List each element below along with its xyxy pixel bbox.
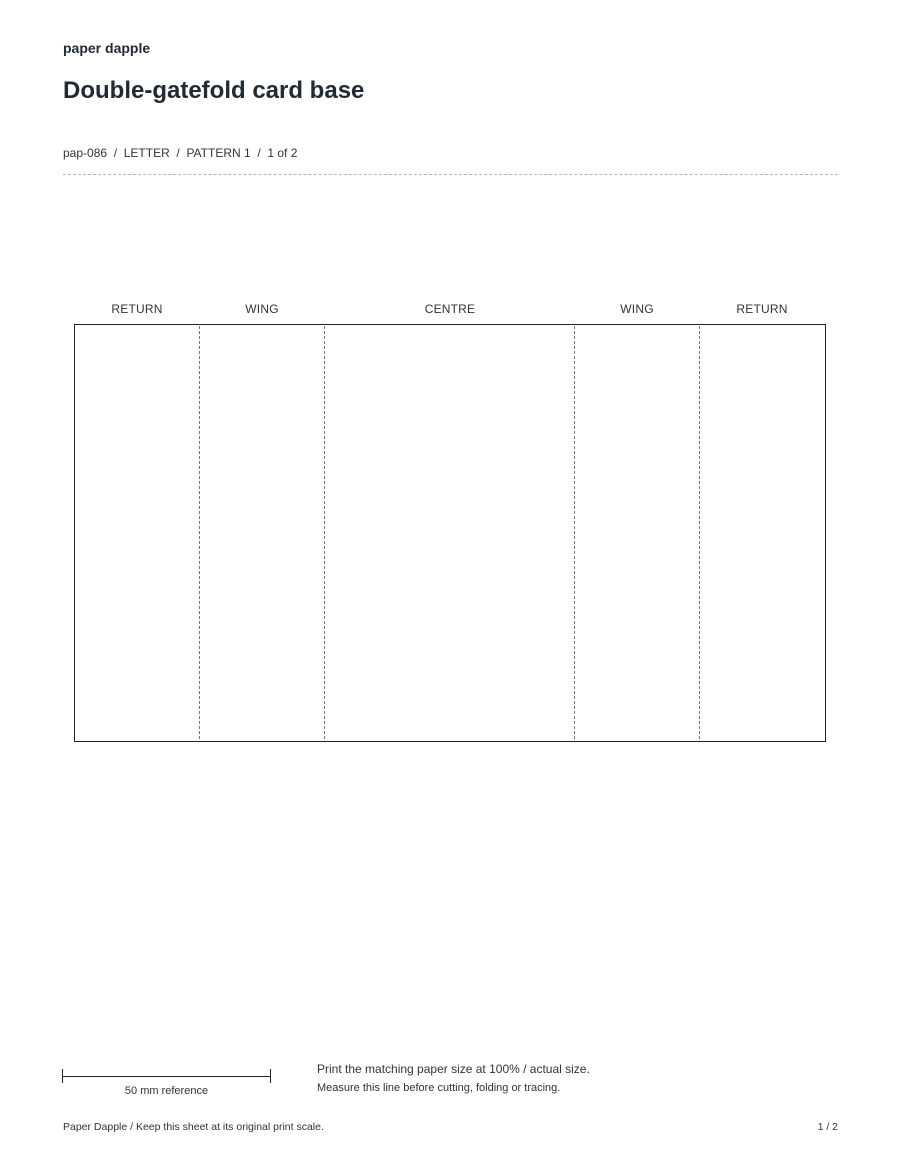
panel-label-wing-right: WING: [620, 302, 654, 316]
fold-line: [199, 326, 200, 739]
scale-tick-left: [62, 1069, 63, 1083]
scale-caption: 50 mm reference: [124, 1085, 209, 1097]
scale-tick-right: [270, 1069, 271, 1083]
fold-line: [699, 326, 700, 739]
sheet-count: 1 of 2: [267, 146, 298, 160]
footer-note: Paper Dapple / Keep this sheet at its original print scale.: [63, 1121, 324, 1133]
scale-line: [62, 1076, 271, 1077]
brand-name: paper dapple: [63, 40, 151, 56]
print-instruction: Print the matching paper size at 100% / actual size.: [317, 1062, 590, 1076]
page-title: Double-gatefold card base: [63, 77, 365, 104]
pattern-number: PATTERN 1: [186, 146, 251, 160]
fold-line: [324, 326, 325, 739]
panel-label-return-left: RETURN: [111, 302, 163, 316]
header-divider: [63, 174, 838, 175]
breadcrumb: [63, 146, 297, 160]
panel-label-centre: CENTRE: [424, 302, 476, 316]
pattern-code: pap-086: [63, 146, 108, 160]
breadcrumb-separator: /: [113, 146, 118, 160]
breadcrumb-separator: /: [176, 146, 180, 160]
panel-label-wing-left: WING: [245, 302, 279, 316]
measure-instruction: Measure this line before cutting, folding or tracing.: [317, 1082, 561, 1094]
page-number: 1 / 2: [817, 1121, 838, 1133]
card-outline: [74, 324, 826, 742]
scale-reference-bar: [62, 1069, 271, 1083]
paper-size: LETTER: [123, 146, 170, 160]
panel-label-return-right: RETURN: [736, 302, 788, 316]
fold-line: [574, 326, 575, 739]
breadcrumb-separator: /: [257, 146, 261, 160]
